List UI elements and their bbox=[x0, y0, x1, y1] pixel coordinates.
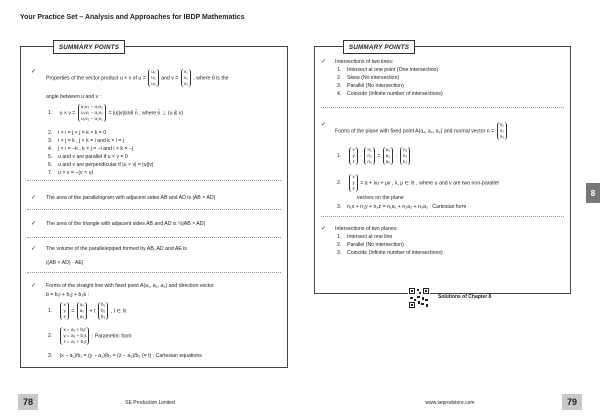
plane-vector-note: vectors on the plane bbox=[357, 195, 404, 201]
footer-publisher: SE Production Limited bbox=[125, 400, 175, 406]
footer-website[interactable]: www.seprodstore.com bbox=[425, 400, 475, 406]
parallelepiped-formula: |(AB × AD) · AE| bbox=[46, 260, 84, 266]
plane-vector-form: 2. x y z = a + λu + μv , λ, μ ∈ ℝ , where u and v are two non-parallel bbox=[337, 174, 499, 191]
summary-banner-left: SUMMARY POINTS bbox=[53, 40, 125, 54]
check-icon: ✓ bbox=[321, 226, 327, 232]
prop-2: 2. i × i = j × j = k × k = 0 bbox=[48, 130, 107, 136]
page-number-right: 79 bbox=[562, 394, 582, 410]
plane-int-2: 2. Parallel (No intersection) bbox=[337, 242, 404, 248]
cross-tail: , where θ is the bbox=[193, 75, 229, 82]
line-parametric-form: 2. x = a₁ + b₁t y = a₂ + b₂t z = a₃ + b₃t : Parametric form bbox=[48, 327, 132, 344]
cross-intro: Properties of the vector product u × v of u = bbox=[46, 75, 146, 82]
divider bbox=[321, 216, 564, 217]
check-icon: ✓ bbox=[31, 246, 37, 252]
plane-normal-form: 1. x y z · n₁ n₂ n₃ = a₁ a₂ a₃ · n₁ n₂ n₃ bbox=[337, 147, 564, 165]
divider bbox=[27, 180, 281, 181]
line-int-2: 2. Skew (No intersection) bbox=[337, 75, 400, 81]
angle-line: angle between u and v : bbox=[46, 94, 102, 100]
plane-int-3: 3. Coincide (Infinite number of intersections) bbox=[337, 250, 443, 256]
summary-banner-right: SUMMARY POINTS bbox=[343, 40, 415, 54]
check-icon: ✓ bbox=[31, 69, 37, 75]
check-icon: ✓ bbox=[31, 283, 37, 289]
check-icon: ✓ bbox=[31, 195, 37, 201]
page-number-left: 78 bbox=[18, 394, 38, 410]
cross-result-vector: u₂v₃ − u₃v₂ u₃v₁ − u₁v₃ u₁v₂ − u₂v₁ bbox=[78, 104, 106, 122]
divider bbox=[27, 272, 281, 273]
v-vector: v₁ v₂ v₃ bbox=[181, 69, 191, 87]
summary-panel-right: SUMMARY POINTS ✓ Intersections of two lines: 1. Intersect at one point (One intersection) 2. Skew (No intersection) 3. Parallel (No intersection) 4. Coincide (Infinite number of intersections) ✓ Forms of the plane with fixed point A(a₁, a₂, a₃) and normal vector n = n₁ n₂ n₃ 1. x y z · n₁ n₂ n₃ = a₁ a₂ a₃ · n₁ n₂ n₃ 2. x y z = a + λu + μv , λ, μ ∈ ℝ , where u and v are two non-parallel vectors on the plane 3. n₁x + n₂y + n₃z = n₁a₁ + n₂a₂ + n₃a₃ : Cartesian form ✓ Intersections of two planes: 1. Intersect at one line 2. Parallel (No intersection) 3. Coincide (Infinite number of intersections) bbox=[314, 46, 571, 294]
u-vector: u₁ u₂ u₃ bbox=[148, 69, 158, 87]
plane-cartesian-form: 3. n₁x + n₂y + n₃z = n₁a₁ + n₂a₂ + n₃a₃ : Cartesian form bbox=[337, 204, 467, 210]
chapter-tab[interactable]: 8 bbox=[586, 183, 600, 203]
plane-int-1: 1. Intersect at one line bbox=[337, 234, 393, 240]
solutions-link[interactable]: Solutions of Chapter 8 bbox=[438, 294, 492, 300]
line-int-3: 3. Parallel (No intersection) bbox=[337, 83, 404, 89]
divider bbox=[27, 209, 281, 210]
divider bbox=[27, 237, 281, 238]
qr-code-icon[interactable] bbox=[408, 287, 430, 309]
prop-5: 5. u and v are parallel if u × v = 0 bbox=[48, 154, 128, 160]
check-icon: ✓ bbox=[31, 221, 37, 227]
n-vector: n₁ n₂ n₃ bbox=[497, 122, 507, 140]
line-vector-form: 1. x y z = a₁ a₂ a₃ + t b₁ b₂ b₃ , t ∈ ℝ bbox=[48, 302, 127, 319]
line-cartesian-form: 3. (x − a₁)/b₁ = (y − a₂)/b₂ = (z − a₃)/b₃ (= t) : Cartesian equations bbox=[48, 353, 202, 359]
prop-4: 4. j × i = −k , k × j = −i and i × k = −j bbox=[48, 146, 134, 152]
page-header: Your Practice Set – Analysis and Approaches for IBDP Mathematics bbox=[20, 14, 245, 21]
check-icon: ✓ bbox=[321, 59, 327, 65]
line-int-4: 4. Coincide (Infinite number of intersections) bbox=[337, 91, 443, 97]
prop-6: 6. u and v are perpendicular if |u × v| = |u||v| bbox=[48, 162, 154, 168]
line-int-1: 1. Intersect at one point (One intersection) bbox=[337, 67, 439, 73]
line-direction: b = b₁i + b₂j + b₃k : bbox=[46, 292, 89, 298]
prop-3: 3. i × j = k , j × k = i and k × i = j bbox=[48, 138, 125, 144]
prop-1: 1. u × v = u₂v₃ − u₃v₂ u₃v₁ − u₁v₃ u₁v₂ − u₂v₁ = |u||v|sinθ n̂ , where n̂ ⊥ (u & v) bbox=[48, 104, 184, 121]
prop-7: 7. u × v = −(v × u) bbox=[48, 170, 94, 176]
divider bbox=[321, 107, 564, 108]
summary-panel-left: SUMMARY POINTS ✓ Properties of the vector product u × v of u = u₁ u₂ u₃ and v = v₁ v₂ v₃ , where θ is the angle between u and v : 1. u × v = u₂v₃ − u₃v₂ u₃v₁ − u₁v₃ u₁v₂ − u₂v₁ = |u||v|sinθ n̂ , where n̂ ⊥ (u & v) 2. i × i = j × j = k × k = 0 3. i × j = k , j × k = i and k × i = j 4. j × i = −k , k × j = −i and i × k = −j 5. u and v are parallel if u × v = 0 6. u and v are perpendicular if |u × v| = |u||v| 7. u × v = −(v × u) ✓ The area of the parallelogram with adjacent sides AB and AD is |AB × AD| ✓ The area of the triangle with adjacent sides AB and AD is ½|AB × AD| ✓ The volume of the parallelepiped formed by AB, AD and AE is |(AB × AD) · AE| ✓ Forms of the straight line with fixed point A(a₁, a₂, a₃) and direction vector b = b₁i + b₂j + b₃k : 1. x y z = a₁ a₂ a₃ + t b₁ b₂ b₃ , t ∈ ℝ 2. x = a₁ + b₁t y = a₂ + b₂t z = a₃ + b₃t : Parametric form 3. (x − a₁)/b₁ = (y − a₂)/b₂ = (z − a₃)/b₃ (= t) : Cartesian equations bbox=[20, 46, 288, 368]
check-icon: ✓ bbox=[321, 122, 327, 128]
cross-mid: and v = bbox=[161, 75, 179, 82]
